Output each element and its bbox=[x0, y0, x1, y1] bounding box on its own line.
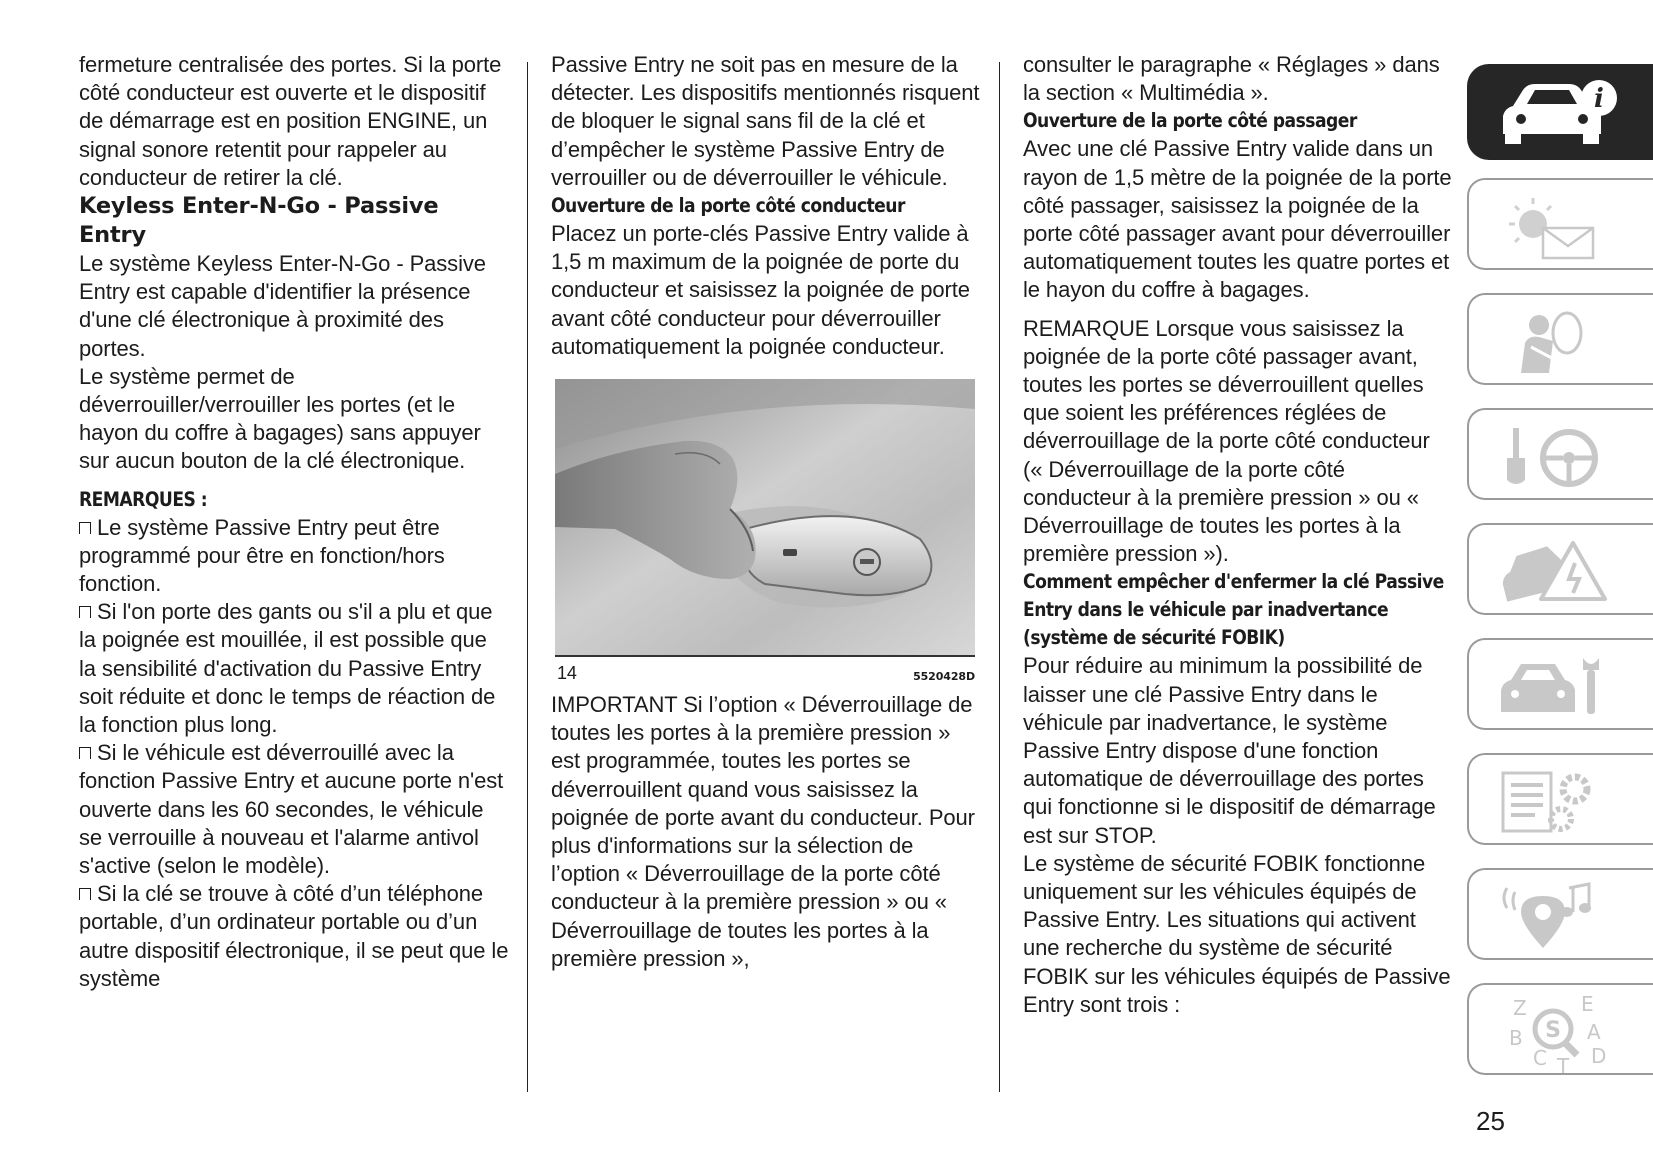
paragraph: consulter le paragraphe « Réglages » dans la section « Multimédia ». bbox=[1023, 52, 1440, 106]
multimedia-icon bbox=[1491, 878, 1621, 954]
paragraph: Le système de sécurité FOBIK fonctionne uniquement sur les véhicules équipés de Passive Entry. Les situations qui activent une recherche du système de sécurité FOBIK sur les véhicules équipés de Passive Entry sont trois : bbox=[1023, 850, 1451, 1017]
emergency-icon bbox=[1491, 533, 1621, 609]
section-heading: Ouverture de la porte côté conducteur bbox=[551, 194, 905, 218]
index-letter: A bbox=[1587, 1020, 1601, 1044]
bullet-box-icon bbox=[79, 888, 91, 900]
paragraph: Pour réduire au minimum la possibilité de laisser une clé Passive Entry dans le véhicule par inadvertance, le système Passive Entry dispose d'une fonction automatique de déverrouillage des portes qui fonctionne si le dispositif de démarrage est sur STOP. bbox=[1023, 653, 1436, 848]
paragraph: Le système permet de déverrouiller/verrouiller les portes (et le hayon du coffre à bagages) sans appuyer sur aucun bouton de la clé électronique. bbox=[79, 363, 481, 474]
index-letter: Z bbox=[1513, 996, 1527, 1020]
text-column-3 bbox=[1023, 51, 1453, 1019]
index-letter: T bbox=[1557, 1054, 1570, 1073]
paragraph: Le système Keyless Enter-N-Go - Passive Entry est capable d'identifier la présence d'une clé électronique à proximité des portes. bbox=[79, 251, 486, 361]
bullet-item: Si l'on porte des gants ou s'il a plu et que la poignée est mouillée, il est possible que la sensibilité d'activation du Passive Entry soit réduite et donc le temps de réaction de la fonction plus long. bbox=[79, 599, 496, 738]
svg-text:S: S bbox=[1545, 1018, 1561, 1043]
paragraph: Placez un porte-clés Passive Entry valide à 1,5 m maximum de la poignée de porte du conducteur et saisissez la poignée de porte avant côté conducteur pour déverrouiller automatiquement la poignée conducteur. bbox=[551, 221, 970, 359]
index-letter: E bbox=[1581, 993, 1594, 1016]
tab-maintenance[interactable] bbox=[1467, 638, 1653, 730]
tab-emergency[interactable] bbox=[1467, 523, 1653, 615]
door-handle-photo bbox=[555, 379, 975, 657]
bullet-box-icon bbox=[79, 606, 91, 618]
remarks-heading: REMARQUES : bbox=[79, 487, 208, 511]
paragraph: fermeture centralisée des portes. Si la porte côté conducteur est ouverte et le dispositif de démarrage est en position ENGINE, un signal sonore retentit pour rappeler au conducteur de retirer la clé. bbox=[79, 52, 502, 190]
warning-lights-messages-icon bbox=[1491, 188, 1621, 264]
figure-code: 5520428D bbox=[913, 670, 975, 684]
tab-starting-driving[interactable] bbox=[1467, 408, 1653, 500]
tab-safety[interactable] bbox=[1467, 293, 1653, 385]
figure-number: 14 bbox=[557, 663, 577, 684]
column-divider bbox=[999, 62, 1000, 1092]
index-letter: D bbox=[1591, 1044, 1607, 1068]
bullet-box-icon bbox=[79, 522, 91, 534]
safety-airbag-icon bbox=[1491, 303, 1621, 379]
bullet-box-icon bbox=[79, 747, 91, 759]
car-info-icon bbox=[1491, 74, 1621, 154]
index-icon bbox=[1491, 993, 1621, 1073]
tab-technical-data[interactable] bbox=[1467, 753, 1653, 845]
tab-warning-lights[interactable] bbox=[1467, 178, 1653, 270]
tab-multimedia[interactable] bbox=[1467, 868, 1653, 960]
door-handle-figure bbox=[555, 379, 975, 684]
technical-data-icon bbox=[1491, 763, 1621, 839]
tab-index[interactable] bbox=[1467, 983, 1653, 1075]
section-heading: Ouverture de la porte côté passager bbox=[1023, 109, 1357, 133]
index-letter: C bbox=[1533, 1046, 1547, 1070]
bullet-item: Si la clé se trouve à côté d’un téléphone portable, d’un ordinateur portable ou d’un autre dispositif électronique, il se peut que le système bbox=[79, 881, 509, 991]
section-heading: Keyless Enter-N-Go - Passive Entry bbox=[79, 193, 439, 249]
svg-text:i: i bbox=[1594, 84, 1604, 114]
column-divider bbox=[527, 62, 528, 1092]
figure-caption bbox=[555, 657, 975, 684]
tab-car-info[interactable] bbox=[1467, 64, 1653, 160]
starting-driving-icon bbox=[1491, 418, 1621, 494]
index-letter: B bbox=[1509, 1026, 1523, 1050]
paragraph: Avec une clé Passive Entry valide dans un rayon de 1,5 mètre de la poignée de la porte côté passager, saisissez la poignée de la porte côté passager avant pour déverrouiller automatiquement toutes les quatre portes et le hayon du coffre à bagages. bbox=[1023, 136, 1452, 303]
section-heading: Comment empêcher d'enfermer la clé Passive Entry dans le véhicule par inadvertance (système de sécurité FOBIK) bbox=[1023, 570, 1444, 650]
page-number: 25 bbox=[1476, 1106, 1505, 1136]
paragraph: REMARQUE Lorsque vous saisissez la poignée de la porte côté passager avant, toutes les portes se déverrouillent quelles que soient les préférences réglées de déverrouillage de la porte côté conducteur (« Déverrouillage de la porte côté conducteur à la première pression » ou « Déverrouillage de toutes les portes à la première pression »). bbox=[1023, 315, 1430, 567]
text-column-1 bbox=[79, 51, 509, 993]
maintenance-icon bbox=[1491, 648, 1621, 724]
paragraph: IMPORTANT Si l’option « Déverrouillage de toutes les portes à la première pression » est programmée, toutes les portes se déverrouillent quand vous saisissez la poignée de porte avant du conducteur. Pour plus d'informations sur la sélection de l’option « Déverrouillage de la porte côté conducteur à la première pression » ou « Déverrouillage de toutes les portes à la première pression », bbox=[551, 692, 975, 971]
bullet-item: Le système Passive Entry peut être programmé pour être en fonction/hors fonction. bbox=[79, 514, 445, 597]
paragraph: Passive Entry ne soit pas en mesure de la détecter. Les dispositifs mentionnés risquent de bloquer le signal sans fil de la clé et d’empêcher le système Passive Entry de verrouiller ou de déverrouiller le véhicule. bbox=[551, 52, 980, 190]
text-column-2 bbox=[551, 51, 981, 973]
bullet-item: Si le véhicule est déverrouillé avec la fonction Passive Entry et aucune porte n'est ouverte dans les 60 secondes, le véhicule se verrouille à nouveau et l'alarme antivol s'active (selon le modèle). bbox=[79, 740, 504, 879]
